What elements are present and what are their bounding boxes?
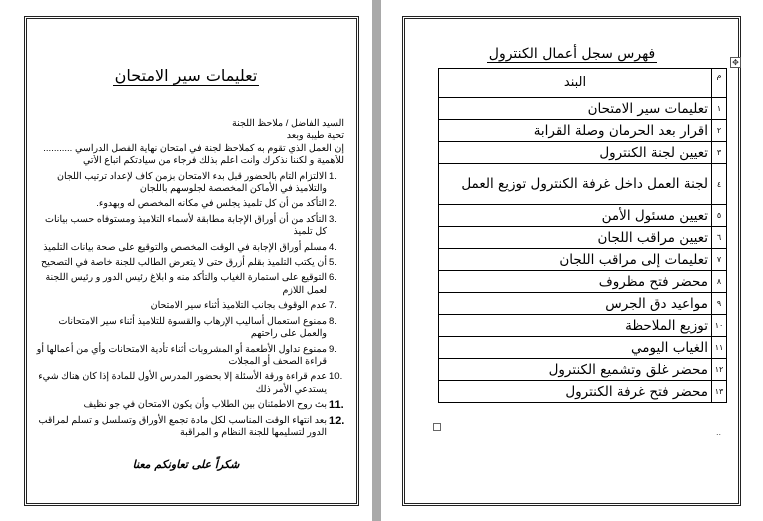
index-table bbox=[438, 68, 727, 403]
index-table-row bbox=[439, 205, 727, 227]
row-item: تعليمات سير الامتحان bbox=[439, 98, 712, 120]
row-item: محضر غلق وتشميع الكنترول bbox=[439, 359, 712, 381]
greeting: السيد الفاضل / ملاحظ اللجنة bbox=[232, 118, 344, 129]
index-table-row bbox=[439, 315, 727, 337]
instruction-text: ممنوع تداول الأطعمة أو المشروبات أثناء تأدية الامتحانات وأي من أعمالها أو قراءة الصحف أو المجلات bbox=[36, 343, 327, 367]
row-number: ٣ bbox=[712, 142, 727, 164]
row-number: ١ bbox=[712, 98, 727, 120]
intro-line-2: للأهمية و لكننا نذكرك وأنت أعلم بذلك فرجاء من سيادتكم اتباع الأتي bbox=[83, 155, 344, 167]
instruction-item bbox=[36, 371, 344, 396]
instruction-number: 2. bbox=[329, 198, 337, 210]
index-table-row bbox=[439, 227, 727, 249]
row-number: ٤ bbox=[712, 164, 727, 205]
instruction-item bbox=[36, 415, 344, 440]
exam-instructions-title: تعليمات سير الامتحان bbox=[114, 66, 258, 85]
instruction-text: الالتزام التام بالحضور قبل بدء الامتحان بزمن كاف لإعداد ترتيب اللجان والتلاميذ في الأماكن المخصصة لجلوسهم باللجان bbox=[57, 170, 327, 195]
instruction-number: 6. bbox=[329, 272, 337, 284]
row-item: محضر فتح غرفة الكنترول bbox=[439, 381, 712, 403]
instruction-text: بعد انتهاء الوقت المناسب لكل مادة تجمع الأوراق وتسلسل و تسلم لمراقب الدور لتسليمها للجنة النظام و المراقبة bbox=[38, 414, 327, 438]
instruction-number: 7. bbox=[329, 300, 337, 312]
instruction-item bbox=[36, 214, 344, 239]
row-number: ١٠ bbox=[712, 315, 727, 337]
instruction-text: ممنوع استعمال أساليب الإرهاب والقسوة للتلاميذ أثناء سير الامتحانات والعمل على راحتهم bbox=[58, 315, 327, 340]
table-resize-handle-icon[interactable] bbox=[433, 423, 441, 431]
instruction-text: عدم الوقوف بجانب التلاميذ أثناء سير الامتحان bbox=[150, 300, 327, 312]
instruction-text: التأكد من أن أوراق الإجابة مطابقة لأسماء التلاميذ ومستوفاه حسب بيانات كل تلميذ bbox=[45, 213, 327, 238]
instruction-item bbox=[36, 242, 344, 254]
row-item: تعيين مراقب اللجان bbox=[439, 227, 712, 249]
row-number: ٥ bbox=[712, 205, 727, 227]
instruction-number: 10. bbox=[329, 371, 343, 383]
instruction-number: 1. bbox=[329, 170, 337, 182]
row-item: الغياب اليومي bbox=[439, 337, 712, 359]
row-number: ٦ bbox=[712, 227, 727, 249]
closing-thanks: شكراً على تعاونكم معنا bbox=[132, 458, 240, 471]
salutation: تحية طيبة وبعد bbox=[286, 130, 344, 142]
left-page bbox=[0, 0, 372, 521]
header-num: م bbox=[712, 69, 727, 98]
instruction-item bbox=[36, 344, 344, 369]
instruction-item bbox=[36, 300, 344, 312]
table-move-handle-icon[interactable]: ✥ bbox=[730, 57, 741, 68]
instruction-item bbox=[36, 257, 344, 269]
instruction-item bbox=[36, 399, 344, 411]
instruction-text: التأكد من أن كل تلميذ يجلس في مكانه المخصص له وبهدوء. bbox=[96, 198, 327, 210]
instruction-number: 4. bbox=[329, 241, 337, 253]
row-item: لجنة العمل داخل غرفة الكنترول توزيع العمل bbox=[439, 164, 712, 205]
control-index-title: فهرس سجل أعمال الكنترول bbox=[488, 46, 656, 62]
row-item: تعليمات إلى مراقب اللجان bbox=[439, 249, 712, 271]
instruction-item bbox=[36, 272, 344, 297]
instruction-number: 8. bbox=[329, 315, 337, 327]
row-number: ١٣ bbox=[712, 381, 727, 403]
row-number: ١٢ bbox=[712, 359, 727, 381]
instruction-number: 3. bbox=[329, 213, 337, 225]
intro-line-1: إن العمل الذي تقوم به كملاحظ لجنة في امتحان نهاية الفصل الدراسي ........... bbox=[43, 142, 344, 154]
header-item: البند bbox=[439, 69, 712, 98]
right-page bbox=[381, 0, 763, 521]
exam-instructions-body bbox=[36, 118, 344, 439]
instruction-number: 5. bbox=[329, 257, 337, 269]
row-item: مواعيد دق الجرس bbox=[439, 293, 712, 315]
paragraph-mark: .. bbox=[716, 428, 722, 437]
row-item: توزيع الملاحظة bbox=[439, 315, 712, 337]
instruction-text: مسلم أوراق الإجابة في الوقت المخصص والتوقيع على صحة بيانات التلميذ bbox=[43, 241, 327, 253]
row-number: ٧ bbox=[712, 249, 727, 271]
instruction-number: 11. bbox=[329, 399, 344, 412]
row-item: تعيين لجنة الكنترول bbox=[439, 142, 712, 164]
instruction-text: بث روح الاطمئنان بين الطلاب وأن يكون الامتحان في جو نظيف bbox=[83, 399, 327, 411]
index-table-row bbox=[439, 271, 727, 293]
instruction-item bbox=[36, 316, 344, 341]
instruction-item bbox=[36, 171, 344, 196]
instruction-text: أن يكتب التلميذ بقلم أزرق حتى لا يتعرض الطالب للجنة خاصة في التصحيح bbox=[41, 257, 327, 269]
index-table-header bbox=[439, 69, 727, 98]
row-number: ٢ bbox=[712, 120, 727, 142]
row-number: ٨ bbox=[712, 271, 727, 293]
index-table-row bbox=[439, 337, 727, 359]
row-item: محضر فتح مظروف bbox=[439, 271, 712, 293]
instruction-text: التوقيع على استمارة الغياب والتأكد منه و ابلاغ رئيس الدور و رئيس اللجنة لعمل اللازم bbox=[45, 272, 327, 296]
index-table-row bbox=[439, 293, 727, 315]
index-table-row bbox=[439, 359, 727, 381]
index-table-row bbox=[439, 381, 727, 403]
instruction-number: 9. bbox=[329, 343, 337, 355]
instruction-text: عدم قراءة ورقة الأسئلة إلا بحضور المدرس الأول للمادة إذا كان هناك شيء يستدعي الأمر ذلك bbox=[38, 371, 327, 395]
instruction-item bbox=[36, 198, 344, 210]
instruction-number: 12. bbox=[329, 414, 345, 427]
index-table-row bbox=[439, 120, 727, 142]
row-number: ٩ bbox=[712, 293, 727, 315]
row-number: ١١ bbox=[712, 337, 727, 359]
index-table-row bbox=[439, 142, 727, 164]
index-table-row bbox=[439, 164, 727, 205]
row-item: اقرار بعد الحرمان وصلة القرابة bbox=[439, 120, 712, 142]
row-item: تعيين مسئول الأمن bbox=[439, 205, 712, 227]
index-table-row bbox=[439, 98, 727, 120]
index-table-row bbox=[439, 249, 727, 271]
